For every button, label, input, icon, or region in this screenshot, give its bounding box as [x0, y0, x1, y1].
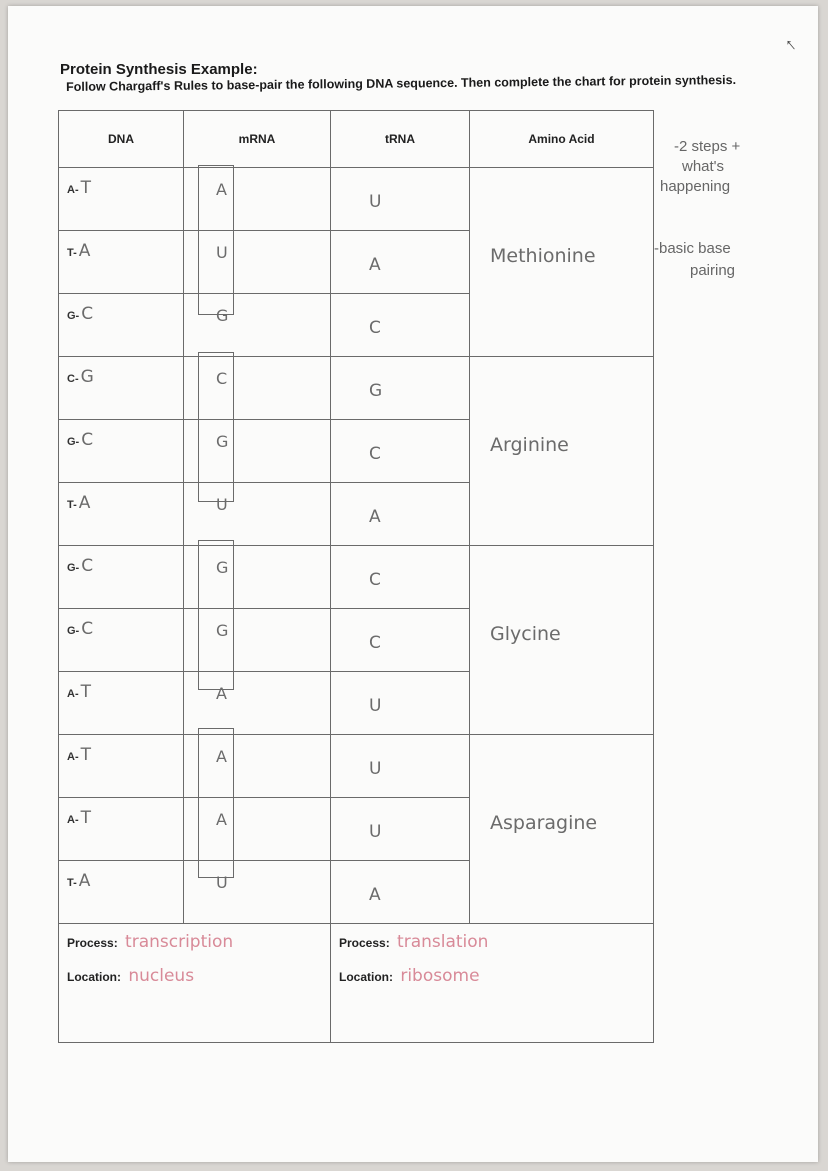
- dna-base: A-: [67, 751, 79, 763]
- process-value: transcription: [125, 932, 234, 952]
- trna-cell: [331, 546, 470, 609]
- dna-base: T-: [67, 877, 77, 889]
- dna-complement: C: [81, 430, 94, 450]
- process-row: [59, 924, 654, 1043]
- trna-cell: [331, 798, 470, 861]
- trna-base: G: [369, 381, 383, 401]
- trna-base: U: [369, 192, 382, 212]
- mrna-base: A: [216, 810, 227, 829]
- dna-base: G-: [67, 436, 80, 448]
- trna-base: C: [369, 444, 381, 464]
- dna-base-pair: [67, 871, 90, 891]
- dna-base-pair: [67, 745, 91, 765]
- trna-cell: [331, 357, 470, 420]
- mrna-base: U: [216, 873, 228, 892]
- dna-base: T-: [67, 499, 77, 511]
- trna-base: U: [369, 822, 382, 842]
- trna-cell: [331, 735, 470, 798]
- dna-base: A-: [67, 688, 79, 700]
- process-label: Process:: [67, 936, 118, 950]
- dna-base-pair: [67, 493, 90, 513]
- mrna-base: U: [216, 243, 228, 262]
- amino-acid-cell: [470, 168, 654, 357]
- side-note-pairing-2: pairing: [690, 262, 736, 279]
- dna-cell: [59, 483, 184, 546]
- trna-base: A: [369, 507, 381, 527]
- dna-cell: [59, 609, 184, 672]
- mrna-base: G: [216, 432, 229, 451]
- trna-base: C: [369, 318, 381, 338]
- dna-cell: [59, 798, 184, 861]
- location-label: Location:: [339, 970, 393, 984]
- amino-acid-cell: [470, 357, 654, 546]
- process-value: translation: [397, 932, 489, 952]
- process-label: Process:: [339, 936, 390, 950]
- dna-base-pair: [67, 241, 90, 261]
- amino-acid-name: Asparagine: [490, 812, 598, 834]
- header-amino-acid: Amino Acid: [470, 111, 654, 168]
- process-line-right: [339, 932, 488, 952]
- page-title: Protein Synthesis Example:: [60, 61, 258, 78]
- mrna-base: U: [216, 495, 228, 514]
- mrna-base: A: [216, 684, 227, 703]
- table-row: [59, 735, 654, 798]
- side-note-steps-1: -2 steps +: [674, 138, 741, 155]
- worksheet-page: [8, 6, 818, 1162]
- dna-cell: [59, 231, 184, 294]
- dna-complement: G: [80, 367, 94, 387]
- trna-cell: [331, 609, 470, 672]
- dna-base: G-: [67, 562, 80, 574]
- dna-base: G-: [67, 625, 80, 637]
- side-note-steps-3: happening: [660, 178, 731, 195]
- trna-cell: [331, 861, 470, 924]
- trna-cell: [331, 672, 470, 735]
- trna-base: C: [369, 570, 381, 590]
- dna-cell: [59, 735, 184, 798]
- amino-acid-cell: [470, 735, 654, 924]
- dna-complement: T: [80, 682, 91, 702]
- amino-acid-cell: [470, 546, 654, 735]
- header-mrna: mRNA: [184, 111, 331, 168]
- trna-cell: [331, 294, 470, 357]
- pen-mark: ↑: [780, 33, 801, 55]
- dna-base-pair: [67, 304, 93, 324]
- codon-box: [198, 728, 234, 878]
- dna-base: G-: [67, 310, 80, 322]
- dna-cell: [59, 294, 184, 357]
- amino-acid-name: Glycine: [490, 623, 561, 645]
- trna-base: U: [369, 696, 382, 716]
- trna-base: A: [369, 885, 381, 905]
- dna-complement: A: [78, 493, 91, 513]
- location-line-right: [339, 966, 480, 986]
- dna-complement: T: [80, 808, 91, 828]
- dna-cell: [59, 420, 184, 483]
- trna-cell: [331, 231, 470, 294]
- amino-acid-name: Arginine: [490, 434, 569, 456]
- table-row: [59, 168, 654, 231]
- dna-base-pair: [67, 619, 93, 639]
- trna-cell: [331, 168, 470, 231]
- table-row: [59, 357, 654, 420]
- instructions: Follow Chargaff's Rules to base-pair the following DNA sequence. Then complete the chart for protein synthesis.: [66, 72, 737, 94]
- dna-cell: [59, 546, 184, 609]
- codon-box: [198, 540, 234, 690]
- trna-cell: [331, 420, 470, 483]
- header-dna: DNA: [59, 111, 184, 168]
- amino-acid-name: Methionine: [490, 245, 596, 267]
- dna-base-pair: [67, 367, 94, 387]
- dna-base-pair: [67, 178, 91, 198]
- dna-cell: [59, 672, 184, 735]
- dna-complement: C: [81, 619, 94, 639]
- location-value: ribosome: [400, 966, 480, 986]
- location-label: Location:: [67, 970, 121, 984]
- mrna-base: A: [216, 747, 227, 766]
- process-cell-left: [59, 924, 331, 1043]
- location-value: nucleus: [128, 966, 195, 986]
- process-line-left: [67, 932, 233, 952]
- dna-cell: [59, 357, 184, 420]
- mrna-base: G: [216, 306, 229, 325]
- dna-base: C-: [67, 373, 79, 385]
- dna-cell: [59, 861, 184, 924]
- side-note-steps-2: what's: [682, 158, 725, 175]
- trna-cell: [331, 483, 470, 546]
- dna-base-pair: [67, 556, 93, 576]
- dna-base: A-: [67, 184, 79, 196]
- location-line-left: [67, 966, 194, 986]
- dna-complement: T: [80, 178, 91, 198]
- mrna-base: G: [216, 558, 229, 577]
- mrna-base: A: [216, 180, 227, 199]
- table-row: [59, 546, 654, 609]
- dna-base-pair: [67, 430, 93, 450]
- dna-complement: C: [81, 304, 94, 324]
- protein-synthesis-chart: [58, 110, 654, 1043]
- dna-complement: A: [78, 241, 91, 261]
- dna-complement: T: [80, 745, 91, 765]
- dna-base-pair: [67, 808, 91, 828]
- trna-base: U: [369, 759, 382, 779]
- dna-complement: C: [81, 556, 94, 576]
- dna-cell: [59, 168, 184, 231]
- mrna-base: G: [216, 621, 229, 640]
- codon-box: [198, 165, 234, 315]
- side-note-pairing-1: -basic base: [654, 240, 731, 257]
- process-cell-right: [331, 924, 654, 1043]
- mrna-base: C: [216, 369, 228, 388]
- dna-base-pair: [67, 682, 91, 702]
- dna-complement: A: [78, 871, 91, 891]
- trna-base: A: [369, 255, 381, 275]
- codon-box: [198, 352, 234, 502]
- trna-base: C: [369, 633, 381, 653]
- header-trna: tRNA: [331, 111, 470, 168]
- dna-base: A-: [67, 814, 79, 826]
- dna-base: T-: [67, 247, 77, 259]
